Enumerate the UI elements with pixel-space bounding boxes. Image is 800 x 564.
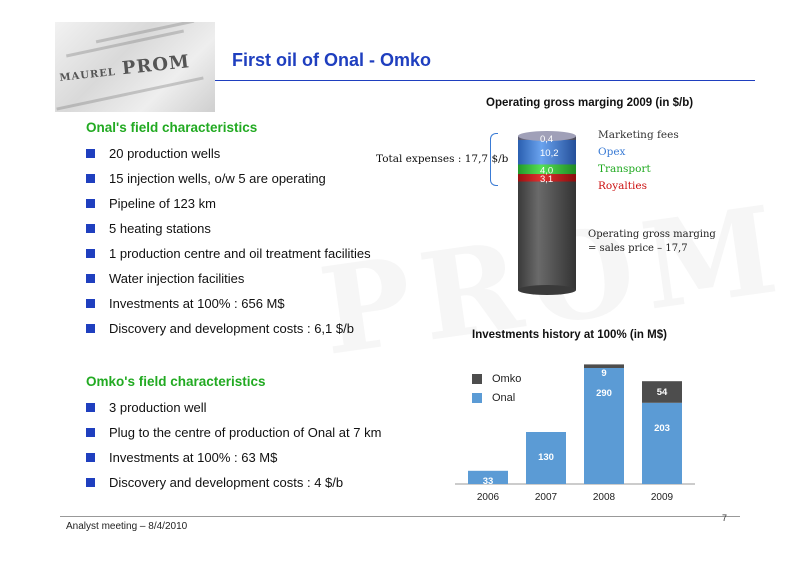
onal-list	[86, 141, 371, 341]
bullet-icon	[86, 478, 95, 487]
x-tick-label: 2009	[650, 492, 674, 503]
bar-label-onal-2007: 130	[538, 452, 554, 463]
bar-onal-2008	[584, 368, 624, 484]
legend-transport: Transport	[598, 163, 651, 175]
operating-margin-note: Operating gross marging = sales price – 17,7	[588, 229, 716, 254]
x-tick-label: 2007	[534, 492, 558, 503]
bar-chart-title: Investments history at 100% (in M$)	[472, 329, 667, 341]
list-item: 15 injection wells, o/w 5 are operating	[86, 166, 371, 191]
investments-bar-chart	[455, 350, 695, 510]
legend-item-omko: Omko	[472, 373, 521, 385]
x-tick-label: 2008	[592, 492, 616, 503]
list-item: Discovery and development costs : 6,1 $/b	[86, 316, 371, 341]
cylinder-value-label: 3,1	[540, 173, 554, 185]
omko-list	[86, 395, 381, 495]
cylinder-value-label: 4,0	[540, 165, 554, 177]
x-tick-label: 2006	[476, 492, 500, 503]
page-title: First oil of Onal - Omko	[232, 50, 432, 70]
logo-line2: PROM	[121, 51, 191, 80]
onal-heading: Onal's field characteristics	[86, 120, 258, 135]
bullet-icon	[86, 428, 95, 437]
cylinder-chart	[512, 128, 582, 300]
bar-label-onal-2009: 203	[654, 422, 670, 434]
list-item: 5 heating stations	[86, 216, 371, 241]
cylinder-value-label: 10,2	[540, 148, 559, 160]
omko-heading: Omko's field characteristics	[86, 374, 266, 389]
list-item: Pipeline of 123 km	[86, 191, 371, 216]
list-item: 20 production wells	[86, 141, 371, 166]
bullet-icon	[86, 149, 95, 158]
list-item: 1 production centre and oil treatment facilities	[86, 241, 371, 266]
list-item: Investments at 100% : 63 M$	[86, 445, 381, 470]
logo-line1: MAUREL	[59, 66, 117, 84]
bullet-icon	[86, 199, 95, 208]
bar-label-onal-2006: 33	[482, 475, 494, 487]
cylinder-chart-title: Operating gross marging 2009 (in $/b)	[486, 97, 694, 109]
legend-opex: Opex	[598, 146, 626, 158]
bar-label-omko-2008: 9	[601, 368, 607, 379]
company-logo	[55, 22, 215, 112]
list-item: Water injection facilities	[86, 266, 371, 291]
list-item: Plug to the centre of production of Onal at 7 km	[86, 420, 381, 445]
page-number: 7	[722, 513, 728, 523]
list-item: Investments at 100% : 656 M$	[86, 291, 371, 316]
bar-label-onal-2008: 290	[596, 388, 612, 399]
logo-text	[58, 51, 191, 86]
bullet-icon	[86, 299, 95, 308]
bullet-icon	[86, 453, 95, 462]
cylinder-base	[518, 285, 576, 295]
bullet-icon	[86, 324, 95, 333]
bullet-icon	[86, 403, 95, 412]
total-expenses-brace	[490, 133, 498, 186]
bar-label-omko-2009: 54	[656, 387, 668, 399]
title-divider	[215, 80, 755, 81]
legend-marketing-fees: Marketing fees	[598, 129, 679, 141]
bullet-icon	[86, 274, 95, 283]
legend-royalties: Royalties	[598, 180, 647, 192]
list-item: Discovery and development costs : 4 $/b	[86, 470, 381, 495]
cylinder-value-label: 0,4	[540, 134, 554, 145]
bullet-icon	[86, 249, 95, 258]
legend-item-onal: Onal	[472, 392, 515, 404]
list-item: 3 production well	[86, 395, 381, 420]
bullet-icon	[86, 174, 95, 183]
footer-divider	[60, 516, 740, 517]
total-expenses-label: Total expenses : 17,7 $/b	[376, 153, 509, 165]
bar-onal-2009	[642, 403, 682, 484]
bullet-icon	[86, 224, 95, 233]
footer-text: Analyst meeting – 8/4/2010	[66, 521, 188, 532]
